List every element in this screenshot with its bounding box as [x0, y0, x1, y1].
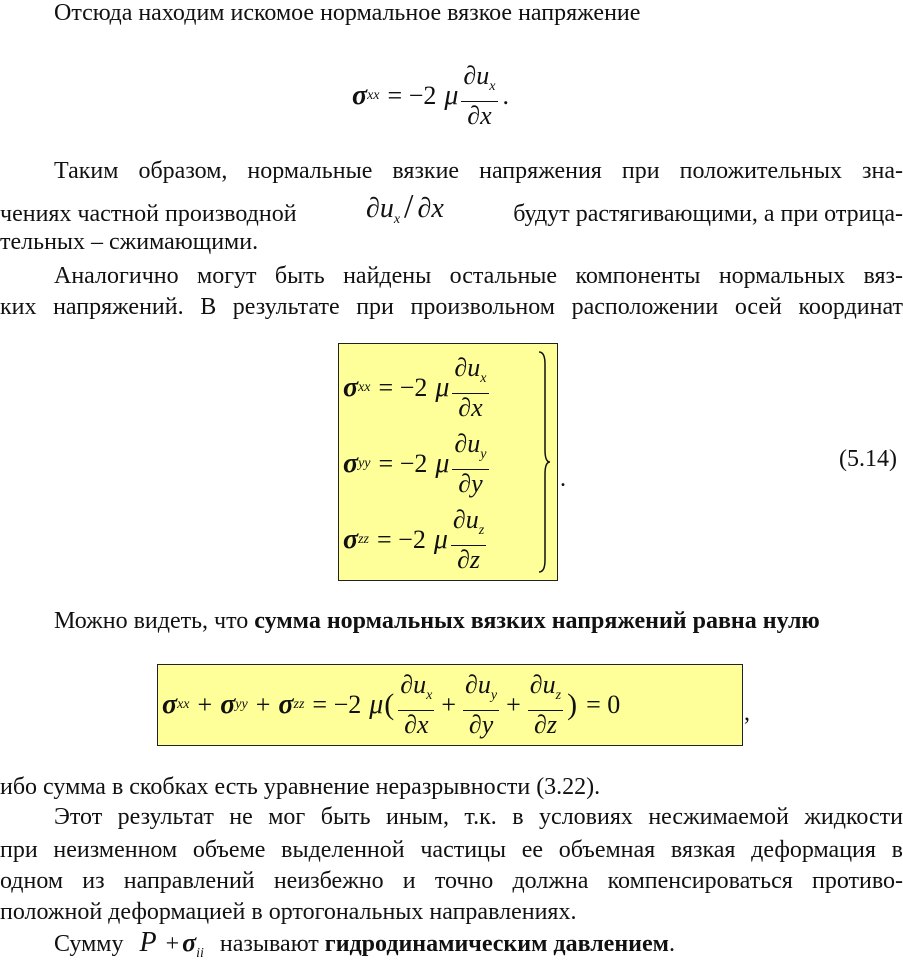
sigma-symbol: σ [352, 80, 368, 111]
equation-sigma-xx: σ xx = −2 μ $\frac{\partial u_x}{\partial x}$ . [352, 61, 509, 130]
equation-number: (5.14) [839, 446, 897, 472]
paragraph-continuity: ибо сумма в скобках есть уравнение неразрывности (3.22). [0, 774, 601, 800]
paragraph-other-components-line2: ких напряжений. В результате при произвольном расположении осей координат [0, 294, 903, 320]
sum-tail-comma: , [744, 700, 750, 726]
system-row-xx: σ xx = −2 μ $\frac{\partial u_x}{\partial x}$ [343, 353, 487, 422]
paragraph-intro: Отсюда находим искомое нормальное вязкое напряжение [54, 0, 641, 26]
inline-derivative: $\partial u_x / \partial x$ [365, 188, 444, 227]
paragraph-result-line4: положной деформацией в ортогональных направлениях. [0, 899, 577, 925]
paragraph-hydrodynamic-pressure: Сумму $P + \sigma_{ii}$ называют гидродинамическим давлением. [54, 927, 675, 961]
paragraph-sign-meaning-line1: Таким образом, нормальные вязкие напряжения при положительных зна- [54, 158, 903, 184]
paragraph-result-line1: Этот результат не мог быть иным, т.к. в условиях несжимаемой жидкости [54, 804, 903, 830]
system-tail-dot: . [560, 466, 566, 492]
system-box-5-14 [338, 343, 558, 581]
paragraph-sign-meaning-line3: тельных – сжимающими. [0, 229, 259, 255]
sum-equation: σ xx + σ yy + σ zz = −2 μ ( $\frac{\partial u_x}{\partial x}$ + $\frac{\partial u_y}{\partial y}$ + $\frac{\partial u_z}{\partial z}$ ) = 0 [162, 670, 621, 739]
system-row-yy: σ yy = −2 μ $\frac{\partial u_y}{\partial y}$ [343, 429, 487, 498]
paragraph-other-components-line1: Аналогично могут быть найдены остальные компоненты нормальных вяз- [54, 263, 903, 289]
sum-equation-box [157, 664, 743, 746]
system-row-zz: σ zz = −2 μ $\frac{\partial u_z}{\partial z}$ [343, 505, 485, 574]
paragraph-sum-zero: Можно видеть, что сумма нормальных вязких напряжений равна нулю [54, 608, 820, 634]
paragraph-result-line2: при неизменном объеме выделенной частицы ее объемная вязкая деформация в [0, 837, 903, 863]
fraction: $\frac{\partial u_x}{\partial x}$ [463, 61, 496, 130]
paragraph-sign-meaning-line2: чениях частной производной $\partial u_x / \partial x$ будут растягивающими, а при отрица- [0, 190, 903, 237]
right-brace-icon [537, 350, 551, 574]
paragraph-result-line3: одном из направлений неизбежно и точно должна компенсироваться противо- [0, 868, 903, 894]
